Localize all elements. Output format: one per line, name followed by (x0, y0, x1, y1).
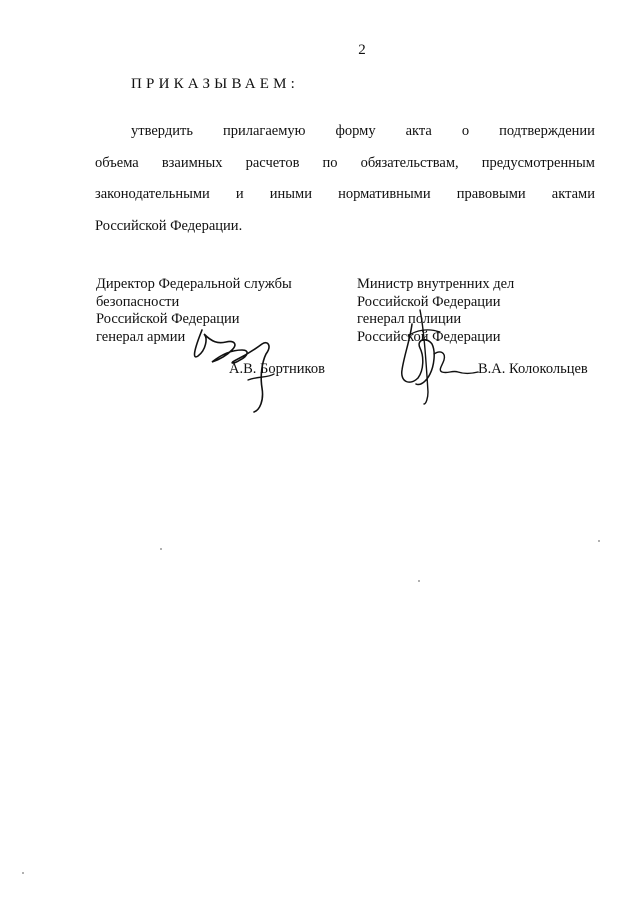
word: нормативными (338, 186, 431, 202)
word: правовыми (456, 186, 526, 202)
scan-speck (598, 540, 600, 542)
body-line (95, 217, 595, 249)
word: объема (95, 154, 139, 171)
word: и (235, 186, 244, 202)
signatory-left-title (96, 276, 336, 346)
title-line: Министр внутренних дел (357, 276, 515, 292)
word: взаимных (161, 154, 223, 171)
scan-speck (22, 872, 24, 874)
word: форму (335, 123, 376, 139)
title-line: Российской Федерации (357, 328, 501, 345)
scan-speck (418, 580, 420, 582)
word: прилагаемую (222, 123, 306, 139)
word: расчетов (245, 154, 300, 171)
body-line (95, 122, 595, 154)
title-line: генерал армии (96, 328, 186, 345)
signatory-right-name: В.А. Колокольцев (478, 361, 588, 377)
page-number: 2 (358, 42, 366, 58)
word: акта (405, 123, 432, 139)
signatory-left-name: А.В. Бортников (229, 361, 325, 377)
title-line: Российской Федерации (96, 311, 240, 327)
word: по (322, 154, 338, 171)
word: законодательными (95, 186, 210, 202)
scan-speck (160, 548, 162, 550)
word: подтверждении (499, 123, 595, 139)
title-line: Российской Федерации (357, 293, 501, 310)
title-line: Директор Федеральной службы (96, 276, 292, 292)
order-body (95, 122, 595, 248)
word: актами (551, 186, 595, 202)
word: утвердить (131, 123, 193, 139)
signatory-right-title (357, 276, 597, 346)
word: иными (269, 186, 312, 202)
word: предусмотренным (481, 154, 595, 171)
word: Российской Федерации. (95, 217, 243, 234)
word: о (461, 123, 470, 139)
title-line: генерал полиции (357, 311, 462, 327)
order-heading: ПРИКАЗЫВАЕМ: (131, 76, 300, 92)
word: обязательствам, (360, 154, 459, 171)
title-line: безопасности (96, 293, 180, 310)
body-line (95, 154, 595, 186)
body-line (95, 185, 595, 217)
